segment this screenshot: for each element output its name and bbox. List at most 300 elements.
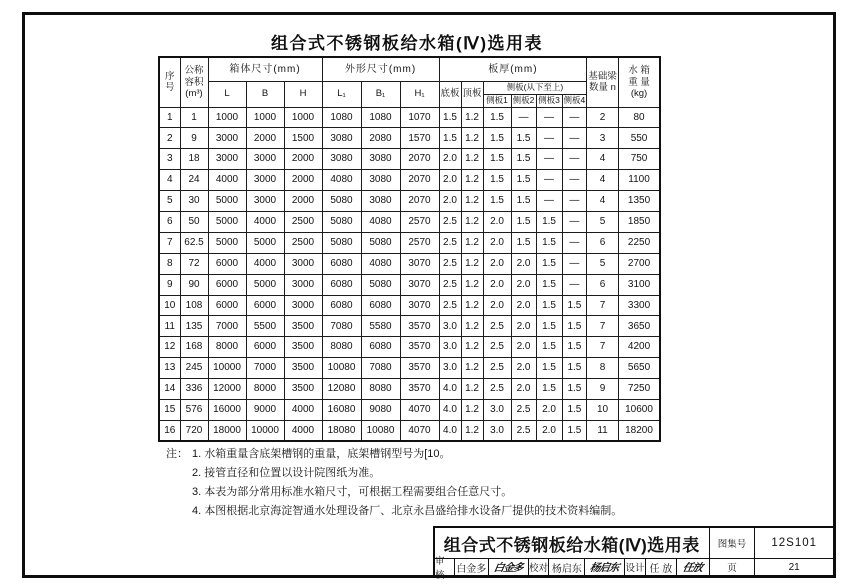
table-cell: 6080 xyxy=(361,295,400,316)
table-cell: 2080 xyxy=(361,128,400,149)
design-label: 设计 xyxy=(625,559,646,575)
table-cell: 2.0 xyxy=(511,358,536,379)
table-cell: 2 xyxy=(587,107,619,128)
table-cell: 7080 xyxy=(361,358,400,379)
table-cell: 1500 xyxy=(284,128,322,149)
table-cell: 1.5 xyxy=(511,211,536,232)
table-cell: 4200 xyxy=(618,337,660,358)
table-cell: 6 xyxy=(159,211,180,232)
note-item: 1. 水箱重量含底架槽钢的重量，底架槽钢型号为[10。 xyxy=(192,448,451,460)
table-cell: 3000 xyxy=(208,149,246,170)
table-cell: 3080 xyxy=(322,149,361,170)
table-cell: 5080 xyxy=(361,274,400,295)
table-cell: 3570 xyxy=(400,358,439,379)
table-cell: 7 xyxy=(587,337,619,358)
table-cell: 18080 xyxy=(322,420,361,441)
table-cell: 30 xyxy=(180,191,208,212)
group-header-side-plates: 侧板(从下至上) xyxy=(483,81,587,94)
table-cell: 3.0 xyxy=(483,399,511,420)
table-cell: — xyxy=(536,107,562,128)
table-cell: 2070 xyxy=(400,170,439,191)
table-cell: 2.5 xyxy=(511,399,536,420)
table-cell: 5650 xyxy=(618,358,660,379)
table-cell: 2.0 xyxy=(439,149,461,170)
table-cell: 2.0 xyxy=(483,232,511,253)
table-cell: 2.5 xyxy=(439,253,461,274)
table-cell: 5 xyxy=(587,253,619,274)
header-line: 容积 xyxy=(184,76,204,88)
col-header-B1: B₁ xyxy=(361,81,400,107)
table-cell: 5000 xyxy=(246,274,284,295)
table-cell: 12080 xyxy=(322,379,361,400)
table-cell: 3070 xyxy=(400,295,439,316)
proofreader-name: 杨启东 xyxy=(549,559,585,575)
header-line: 序 xyxy=(164,70,175,82)
table-cell: 11 xyxy=(587,420,619,441)
table-cell: 1.2 xyxy=(461,379,483,400)
table-cell: 2.0 xyxy=(536,399,562,420)
table-cell: 1.2 xyxy=(461,274,483,295)
note-item: 4. 本图根据北京海淀智通水处理设备厂、北京永昌盛给排水设备厂提供的技术资料编制。 xyxy=(192,505,623,517)
table-cell: 1.5 xyxy=(536,211,562,232)
table-cell: 18000 xyxy=(208,420,246,441)
table-cell: 9080 xyxy=(361,399,400,420)
table-cell: 1350 xyxy=(618,191,660,212)
page-title: 组合式不锈钢板给水箱(Ⅳ)选用表 xyxy=(270,34,543,53)
table-cell: 1.5 xyxy=(562,316,587,337)
proofread-label: 校对 xyxy=(529,559,550,575)
col-header-L1: L₁ xyxy=(322,81,361,107)
table-row xyxy=(159,149,660,170)
table-cell: 8 xyxy=(159,253,180,274)
table-cell: 2000 xyxy=(284,191,322,212)
table-cell: 90 xyxy=(180,274,208,295)
table-cell: 3070 xyxy=(400,253,439,274)
table-cell: 2.0 xyxy=(483,295,511,316)
table-cell: 3080 xyxy=(322,128,361,149)
table-row xyxy=(159,211,660,232)
table-cell: 62.5 xyxy=(180,232,208,253)
table-cell: 6080 xyxy=(322,295,361,316)
col-header-volume xyxy=(180,57,208,107)
table-cell: 2.0 xyxy=(511,253,536,274)
table-cell: 7 xyxy=(159,232,180,253)
table-cell: 6 xyxy=(587,232,619,253)
col-header-bottom-plate: 底板 xyxy=(439,81,461,107)
table-cell: 5080 xyxy=(322,211,361,232)
table-cell: — xyxy=(562,274,587,295)
col-header-foundation-beam xyxy=(587,57,619,107)
table-cell: 1.5 xyxy=(483,170,511,191)
table-cell: 3500 xyxy=(284,337,322,358)
table-cell: 3500 xyxy=(284,379,322,400)
table-cell: 1.2 xyxy=(461,149,483,170)
table-cell: 1.5 xyxy=(511,149,536,170)
table-cell: 8080 xyxy=(361,379,400,400)
header-line: (m³) xyxy=(185,87,203,99)
table-cell: — xyxy=(562,107,587,128)
table-cell: 2570 xyxy=(400,232,439,253)
table-cell: 2070 xyxy=(400,191,439,212)
table-cell: 2.0 xyxy=(483,211,511,232)
table-cell: 1.5 xyxy=(562,295,587,316)
table-cell: 6080 xyxy=(322,274,361,295)
table-cell: — xyxy=(562,191,587,212)
designer-signature xyxy=(677,559,710,575)
table-cell: 5000 xyxy=(246,232,284,253)
table-cell: 4 xyxy=(587,170,619,191)
table-cell: 3570 xyxy=(400,337,439,358)
table-cell: 1.5 xyxy=(483,128,511,149)
table-cell: 7000 xyxy=(246,358,284,379)
header-line: 号 xyxy=(164,82,175,94)
table-cell: 2.0 xyxy=(511,274,536,295)
table-cell: 135 xyxy=(180,316,208,337)
table-cell: 3070 xyxy=(400,274,439,295)
table-cell: 5 xyxy=(587,211,619,232)
table-row xyxy=(159,399,660,420)
table-cell: 24 xyxy=(180,170,208,191)
table-cell: 3080 xyxy=(361,149,400,170)
col-header-L: L xyxy=(208,81,246,107)
col-header-H1: H₁ xyxy=(400,81,439,107)
table-cell: 3000 xyxy=(246,170,284,191)
table-cell: 2.5 xyxy=(483,316,511,337)
table-cell: 10600 xyxy=(618,399,660,420)
reviewer-signature xyxy=(489,559,529,575)
col-header-side-plate-2: 侧板2 xyxy=(511,94,536,107)
table-cell: 9 xyxy=(180,128,208,149)
table-cell: 1.5 xyxy=(483,191,511,212)
table-cell: 13 xyxy=(159,358,180,379)
page-number: 21 xyxy=(788,561,800,573)
table-cell: 1000 xyxy=(284,107,322,128)
notes-label: 注： xyxy=(166,448,188,460)
table-cell: 4070 xyxy=(400,420,439,441)
table-row xyxy=(159,107,660,128)
table-cell: — xyxy=(511,107,536,128)
table-cell: 4.0 xyxy=(439,379,461,400)
table-cell: 15 xyxy=(159,399,180,420)
table-row xyxy=(159,253,660,274)
signature-text: 杨启东 xyxy=(589,561,620,574)
table-cell: 1100 xyxy=(618,170,660,191)
table-cell: 1.2 xyxy=(461,170,483,191)
table-cell: 5000 xyxy=(208,232,246,253)
table-cell: 4070 xyxy=(400,399,439,420)
header-line: 公称 xyxy=(184,65,204,77)
table-cell: 5 xyxy=(159,191,180,212)
table-cell: 2250 xyxy=(618,232,660,253)
table-cell: 3080 xyxy=(361,191,400,212)
table-cell: 4 xyxy=(159,170,180,191)
table-cell: 2.5 xyxy=(439,211,461,232)
table-cell: 576 xyxy=(180,399,208,420)
table-cell: 1.2 xyxy=(461,107,483,128)
col-header-H: H xyxy=(284,81,322,107)
table-cell: 1.2 xyxy=(461,420,483,441)
table-row xyxy=(159,379,660,400)
table-cell: 1.2 xyxy=(461,232,483,253)
table-row xyxy=(159,337,660,358)
table-cell: 7080 xyxy=(322,316,361,337)
table-cell: 1.5 xyxy=(562,379,587,400)
table-header xyxy=(159,57,660,107)
table-cell: — xyxy=(536,191,562,212)
table-cell: 10000 xyxy=(208,358,246,379)
table-row xyxy=(159,316,660,337)
table-cell: 1.5 xyxy=(483,149,511,170)
table-cell: 2 xyxy=(159,128,180,149)
table-cell: 4 xyxy=(587,191,619,212)
table-cell: 1000 xyxy=(208,107,246,128)
table-cell: 7000 xyxy=(208,316,246,337)
table-cell: 1.2 xyxy=(461,253,483,274)
table-cell: 18200 xyxy=(618,420,660,441)
table-cell: 11 xyxy=(159,316,180,337)
table-row xyxy=(159,274,660,295)
table-cell: — xyxy=(562,211,587,232)
table-cell: 2700 xyxy=(618,253,660,274)
table-cell: 2500 xyxy=(284,211,322,232)
table-cell: 1.2 xyxy=(461,295,483,316)
table-cell: 5500 xyxy=(246,316,284,337)
table-cell: 1570 xyxy=(400,128,439,149)
table-cell: — xyxy=(536,128,562,149)
table-cell: 1000 xyxy=(246,107,284,128)
table-cell: 3080 xyxy=(361,170,400,191)
selection-table xyxy=(158,56,661,442)
table-cell: 6000 xyxy=(208,253,246,274)
title-block xyxy=(433,526,833,581)
note-line xyxy=(166,445,666,464)
signature-text: 任放 xyxy=(682,561,704,574)
col-header-top-plate: 顶板 xyxy=(461,81,483,107)
col-header-tank-weight xyxy=(618,57,660,107)
col-header-side-plate-4: 侧板4 xyxy=(562,94,587,107)
table-cell: 1.5 xyxy=(439,107,461,128)
table-cell: 3000 xyxy=(246,149,284,170)
table-cell: 4000 xyxy=(246,211,284,232)
table-cell: 1.5 xyxy=(536,358,562,379)
table-cell: 50 xyxy=(180,211,208,232)
table-cell: 1.5 xyxy=(562,337,587,358)
table-row xyxy=(159,191,660,212)
table-cell: 1.2 xyxy=(461,128,483,149)
table-cell: 3000 xyxy=(284,295,322,316)
table-cell: 4.0 xyxy=(439,399,461,420)
header-line: 基础梁 xyxy=(588,70,617,82)
group-header-body-size: 箱体尺寸(mm) xyxy=(208,57,322,81)
table-cell: 1070 xyxy=(400,107,439,128)
table-cell: 14 xyxy=(159,379,180,400)
table-cell: 6080 xyxy=(322,253,361,274)
table-cell: — xyxy=(562,128,587,149)
header-line: 重 量 xyxy=(628,76,650,88)
table-cell: 1.5 xyxy=(511,232,536,253)
table-cell: 8 xyxy=(587,358,619,379)
table-cell: 10 xyxy=(159,295,180,316)
table-cell: 1.5 xyxy=(536,337,562,358)
table-cell: 4080 xyxy=(322,170,361,191)
table-cell: — xyxy=(562,149,587,170)
table-cell: 2000 xyxy=(246,128,284,149)
table-cell: 2.0 xyxy=(536,420,562,441)
col-header-seq xyxy=(159,57,180,107)
table-cell: 1.5 xyxy=(562,420,587,441)
table-cell: 168 xyxy=(180,337,208,358)
table-cell: 5080 xyxy=(322,232,361,253)
atlas-number-label: 图集号 xyxy=(710,528,756,558)
table-cell: 720 xyxy=(180,420,208,441)
title-block-title: 组合式不锈钢板给水箱(Ⅳ)选用表 xyxy=(435,528,710,558)
table-cell: 12 xyxy=(159,337,180,358)
header-line: (kg) xyxy=(630,87,648,99)
notes-section xyxy=(166,445,666,521)
table-cell: 4 xyxy=(587,149,619,170)
table-cell: 9000 xyxy=(246,399,284,420)
table-cell: 2.0 xyxy=(511,295,536,316)
table-cell: — xyxy=(536,170,562,191)
table-cell: 1.5 xyxy=(536,274,562,295)
table-cell: 3000 xyxy=(246,191,284,212)
table-cell: 1.2 xyxy=(461,337,483,358)
table-cell: 9 xyxy=(159,274,180,295)
table-cell: 2.0 xyxy=(483,253,511,274)
header-line: 水 箱 xyxy=(628,65,650,77)
table-cell: 5000 xyxy=(208,191,246,212)
table-cell: 2.0 xyxy=(511,316,536,337)
table-cell: 72 xyxy=(180,253,208,274)
table-cell: 5080 xyxy=(322,191,361,212)
table-row xyxy=(159,295,660,316)
table-cell: 5000 xyxy=(208,211,246,232)
header-line: 数量 n xyxy=(589,82,616,94)
table-cell: 2070 xyxy=(400,149,439,170)
table-cell: 3500 xyxy=(284,358,322,379)
table-cell: 6 xyxy=(587,274,619,295)
table-row xyxy=(159,232,660,253)
table-cell: 6000 xyxy=(246,337,284,358)
table-row xyxy=(159,358,660,379)
table-cell: 2.0 xyxy=(439,170,461,191)
table-cell: 3 xyxy=(587,128,619,149)
table-cell: 5580 xyxy=(361,316,400,337)
table-cell: 3570 xyxy=(400,379,439,400)
table-cell: 3000 xyxy=(208,128,246,149)
table-cell: 6000 xyxy=(208,274,246,295)
table-cell: 3.0 xyxy=(439,337,461,358)
table-cell: 4.0 xyxy=(439,420,461,441)
table-cell: 1 xyxy=(180,107,208,128)
table-cell: 1.5 xyxy=(483,107,511,128)
table-cell: 4000 xyxy=(284,420,322,441)
table-cell: 10000 xyxy=(246,420,284,441)
table-cell: — xyxy=(562,170,587,191)
table-cell: 1.5 xyxy=(511,170,536,191)
col-header-side-plate-1: 侧板1 xyxy=(483,94,511,107)
table-cell: 2.0 xyxy=(483,274,511,295)
table-cell: 1850 xyxy=(618,211,660,232)
note-item: 2. 接管直径和位置以设计院图纸为准。 xyxy=(192,467,381,479)
table-cell: — xyxy=(562,253,587,274)
table-cell: 4000 xyxy=(246,253,284,274)
table-cell: 3.0 xyxy=(439,358,461,379)
table-cell: 108 xyxy=(180,295,208,316)
table-cell: 9 xyxy=(587,379,619,400)
reviewer-name: 白金多 xyxy=(455,559,489,575)
table-cell: 3000 xyxy=(284,274,322,295)
table-cell: 4000 xyxy=(208,170,246,191)
table-cell: 1.5 xyxy=(536,232,562,253)
atlas-number-value: 12S101 xyxy=(771,537,818,549)
table-cell: 16 xyxy=(159,420,180,441)
table-cell: 8080 xyxy=(322,337,361,358)
table-cell: 750 xyxy=(618,149,660,170)
table-cell: — xyxy=(536,149,562,170)
table-cell: 3.0 xyxy=(483,420,511,441)
table-cell: 80 xyxy=(618,107,660,128)
table-row xyxy=(159,128,660,149)
table-cell: 3650 xyxy=(618,316,660,337)
table-cell: 1 xyxy=(159,107,180,128)
table-cell: 12000 xyxy=(208,379,246,400)
table-cell: 7 xyxy=(587,295,619,316)
note-item: 3. 本表为部分常用标准水箱尺寸，可根据工程需要组合任意尺寸。 xyxy=(192,486,513,498)
table-cell: 3100 xyxy=(618,274,660,295)
table-cell: 2.5 xyxy=(511,420,536,441)
table-cell: 1.5 xyxy=(562,399,587,420)
table-cell: 3 xyxy=(159,149,180,170)
table-cell: 16000 xyxy=(208,399,246,420)
table-cell: — xyxy=(562,232,587,253)
table-cell: 1.5 xyxy=(511,191,536,212)
table-cell: 1.5 xyxy=(511,128,536,149)
proofreader-signature xyxy=(585,559,625,575)
table-cell: 7250 xyxy=(618,379,660,400)
table-cell: 2.0 xyxy=(511,379,536,400)
table-cell: 1080 xyxy=(322,107,361,128)
table-cell: 3.0 xyxy=(439,316,461,337)
table-cell: 4080 xyxy=(361,211,400,232)
review-label: 审核 xyxy=(435,559,455,575)
table-cell: 6080 xyxy=(361,337,400,358)
title-block-top-row xyxy=(435,528,833,559)
table-body xyxy=(159,107,660,441)
table-cell: 1.2 xyxy=(461,316,483,337)
table-cell: 8000 xyxy=(246,379,284,400)
table-cell: 1.2 xyxy=(461,191,483,212)
table-cell: 2000 xyxy=(284,149,322,170)
table-cell: 6000 xyxy=(246,295,284,316)
title-block-bottom-row xyxy=(435,556,833,581)
table-cell: 336 xyxy=(180,379,208,400)
table-cell: 2.5 xyxy=(439,232,461,253)
table-cell: 1.2 xyxy=(461,358,483,379)
table-cell: 2.5 xyxy=(483,358,511,379)
table-cell: 3000 xyxy=(284,253,322,274)
table-cell: 8000 xyxy=(208,337,246,358)
table-cell: 10 xyxy=(587,399,619,420)
table-cell: 2.5 xyxy=(439,295,461,316)
signature-text: 白金多 xyxy=(492,561,524,574)
table-cell: 7 xyxy=(587,316,619,337)
table-cell: 5080 xyxy=(361,232,400,253)
col-header-side-plate-3: 侧板3 xyxy=(536,94,562,107)
table-row xyxy=(159,420,660,441)
table-cell: 2.0 xyxy=(439,191,461,212)
table-cell: 10080 xyxy=(361,420,400,441)
